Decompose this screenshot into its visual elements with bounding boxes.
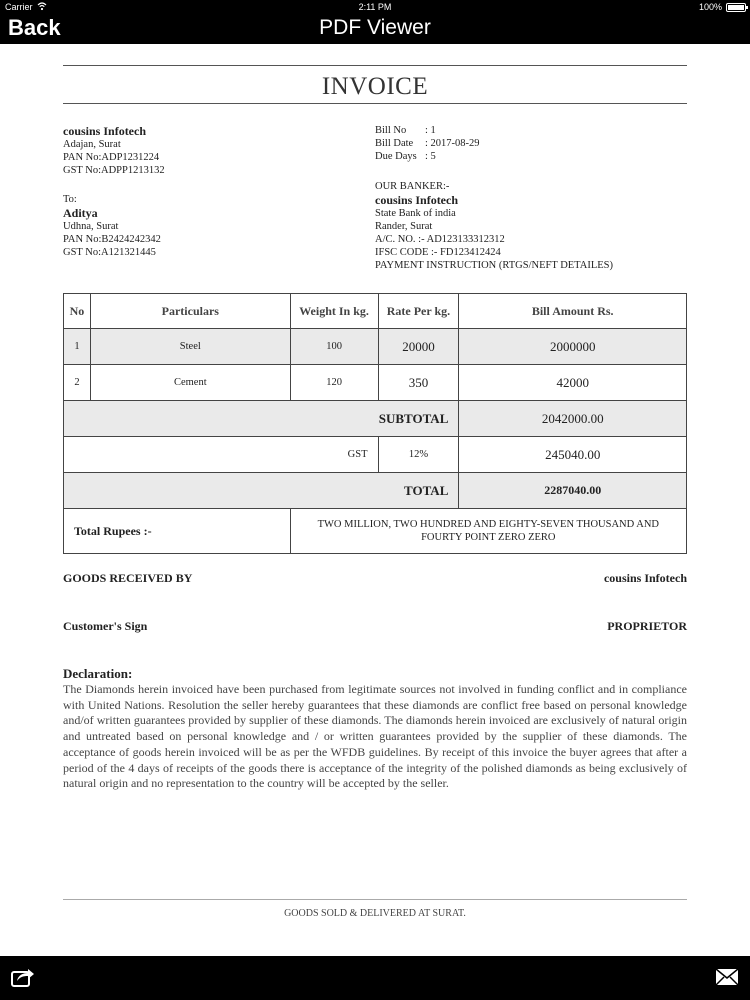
bill-details [375,124,480,163]
header-rate: Rate Per kg. [378,294,459,329]
mail-icon[interactable] [714,966,740,988]
row-weight: 100 [290,329,378,365]
bill-date-value: : 2017-08-29 [425,138,480,149]
gst-row [64,437,687,473]
buyer-block [63,193,161,259]
total-value: 2287040.00 [459,473,687,509]
header-no: No [64,294,91,329]
bill-no-value: : 1 [425,125,436,136]
total-label: TOTAL [64,473,459,509]
row-rate: 20000 [378,329,459,365]
row-no: 2 [64,365,91,401]
row-amount: 42000 [459,365,687,401]
table-row [64,329,687,365]
total-rupees-row [64,509,687,554]
divider [63,103,687,104]
subtotal-label: SUBTOTAL [64,401,459,437]
navigation-bar [0,14,750,44]
table-header-row [64,294,687,329]
banker-label: OUR BANKER:- [375,181,450,192]
back-button[interactable]: Back [8,15,61,40]
declaration-text: The Diamonds herein invoiced have been purchased from legitimate sources not involved in funding conflict and in compliance with United Nations. Resolution the seller hereby guarantees that these diamonds are conflict free based on personal knowledge and/of written guarantees provided by supplier of these diamonds. The diamonds herein invoiced are exclusively of natural origin and untreated based on personal knowledge and / or written guarantees provided by the supplier of these diamonds. The acceptance of goods herein invoiced will be as per the WFDB guidelines. By receipt of this invoice the buyer agrees that after a period of the 4 days of receipts of the goods there is acceptance of the integrity of the polished diamonds as being exclusively of natural origin and no representation to the country will be accepted by the seller. [63,682,687,791]
declaration-title: Declaration: [63,666,133,681]
row-rate: 350 [378,365,459,401]
proprietor-label: PROPRIETOR [607,619,687,633]
total-row [64,473,687,509]
row-amount: 2000000 [459,329,687,365]
seller-gst: GST No:ADPP1213132 [63,165,165,176]
subtotal-row [64,401,687,437]
invoice-title: INVOICE [321,73,429,100]
row-no: 1 [64,329,91,365]
seller-pan: PAN No:ADP1231224 [63,152,160,163]
invoice-table [63,293,687,554]
bank-name: State Bank of india [375,208,456,219]
company-signature: cousins Infotech [603,571,687,585]
seller-name: cousins Infotech [63,124,147,138]
seller-address: Adajan, Surat [63,139,121,150]
divider [63,899,687,900]
ifsc-code: IFSC CODE :- FD123412424 [375,247,501,258]
gst-value: 245040.00 [459,437,687,473]
gst-label: GST [64,437,379,473]
bill-no-label: Bill No [375,125,407,136]
table-row [64,365,687,401]
account-number: A/C. NO. :- AD123133312312 [375,234,505,245]
row-particular: Steel [90,329,290,365]
total-rupees-label: Total Rupees :- [64,509,291,554]
due-days-label: Due Days [375,151,417,162]
header-weight: Weight In kg. [290,294,378,329]
bank-branch: Rander, Surat [375,221,433,232]
header-amount: Bill Amount Rs. [459,294,687,329]
battery-percent: 100% [698,2,722,12]
total-in-words: TWO MILLION, TWO HUNDRED AND EIGHTY-SEVEN THOUSAND AND FOURTY POINT ZERO ZERO [290,509,686,554]
buyer-address: Udhna, Surat [63,221,119,232]
bill-date-label: Bill Date [375,138,414,149]
buyer-name: Aditya [63,206,98,220]
buyer-gst: GST No:A121321445 [63,247,156,258]
row-particular: Cement [90,365,290,401]
status-time: 2:11 PM [358,2,392,12]
customer-sign-label: Customer's Sign [63,619,148,633]
buyer-pan: PAN No:B2424242342 [63,234,161,245]
status-bar [0,0,750,14]
carrier-label: Carrier [5,2,33,12]
header-particulars: Particulars [90,294,290,329]
due-days-value: : 5 [425,151,436,162]
banker-name: cousins Infotech [375,193,459,207]
goods-received-label: GOODS RECEIVED BY [63,571,193,585]
payment-instruction: PAYMENT INSTRUCTION (RTGS/NEFT DETAILES) [375,260,614,271]
page-title: PDF Viewer [319,16,431,39]
seller-block [63,124,165,177]
gst-rate: 12% [378,437,459,473]
share-icon[interactable] [10,964,36,988]
to-label: To: [63,194,77,205]
battery-icon [726,3,746,12]
pdf-document[interactable] [0,44,750,956]
footer-note: GOODS SOLD & DELIVERED AT SURAT. [284,908,466,919]
bottom-toolbar [0,956,750,1000]
divider [63,65,687,66]
subtotal-value: 2042000.00 [459,401,687,437]
banker-block [375,180,613,272]
row-weight: 120 [290,365,378,401]
